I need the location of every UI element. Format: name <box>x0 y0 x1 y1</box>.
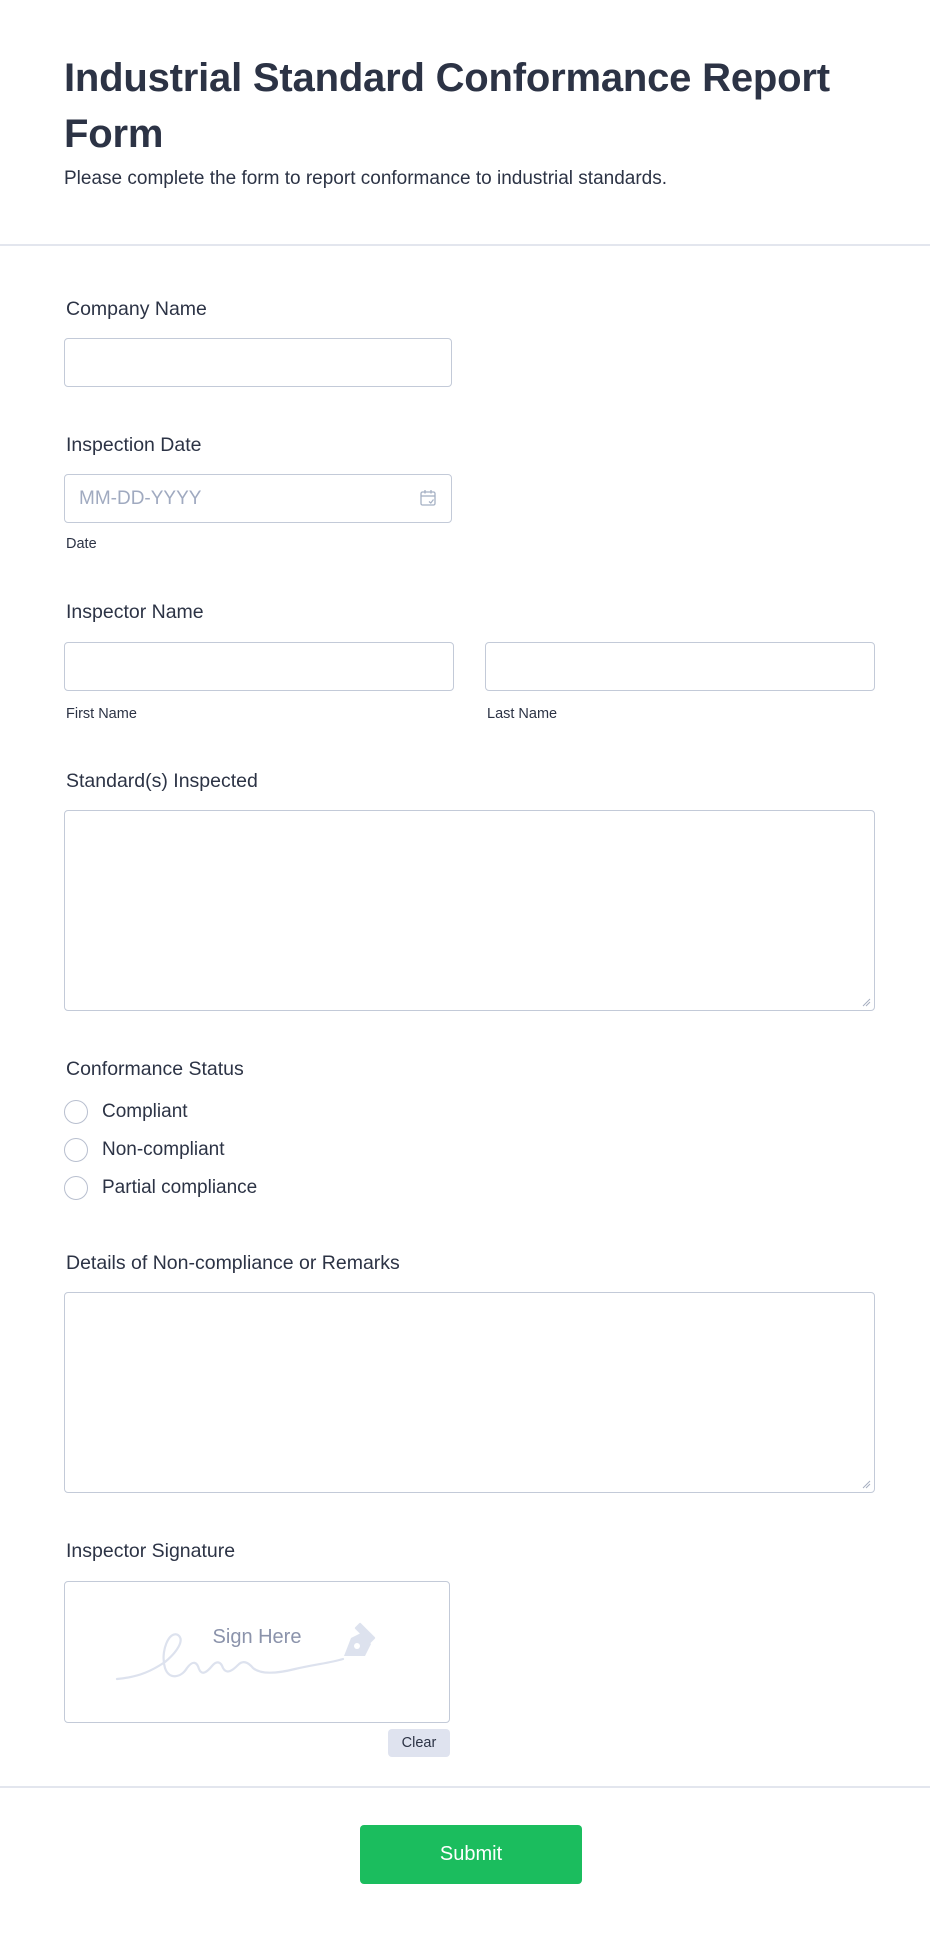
radio-label: Compliant <box>102 1101 188 1122</box>
footer-divider <box>0 1786 930 1788</box>
details-textarea[interactable] <box>64 1292 875 1493</box>
clear-signature-button[interactable]: Clear <box>388 1729 450 1757</box>
signature-pad[interactable] <box>64 1581 450 1723</box>
radio-button[interactable] <box>64 1138 88 1162</box>
standards-inspected-label: Standard(s) Inspected <box>66 770 258 792</box>
signature-scribble-icon <box>65 1582 451 1724</box>
form-header <box>0 0 930 246</box>
radio-label: Non-compliant <box>102 1139 225 1160</box>
inspector-name-label: Inspector Name <box>66 601 204 623</box>
inspection-date-input[interactable] <box>64 474 452 523</box>
resize-grip-icon[interactable] <box>861 997 871 1007</box>
signature-label: Inspector Signature <box>66 1540 236 1562</box>
radio-label: Partial compliance <box>102 1177 258 1198</box>
first-name-input[interactable] <box>64 642 454 691</box>
first-name-sublabel: First Name <box>66 706 137 722</box>
inspection-date-sublabel: Date <box>66 536 97 552</box>
form-title: Industrial Standard Conformance Report Form <box>64 56 830 156</box>
sign-here-placeholder: Sign Here <box>212 1626 302 1648</box>
radio-option-non-compliant[interactable] <box>64 1136 225 1164</box>
radio-option-partial-compliance[interactable] <box>64 1174 257 1202</box>
form-subtitle: Please complete the form to report conformance to industrial standards. <box>64 168 668 189</box>
inspection-date-label: Inspection Date <box>66 434 202 456</box>
resize-grip-icon[interactable] <box>861 1479 871 1489</box>
last-name-input[interactable] <box>485 642 875 691</box>
conformance-status-label: Conformance Status <box>66 1058 244 1080</box>
radio-button[interactable] <box>64 1176 88 1200</box>
company-name-label: Company Name <box>66 298 207 320</box>
radio-button[interactable] <box>64 1100 88 1124</box>
details-label: Details of Non-compliance or Remarks <box>66 1252 400 1274</box>
last-name-sublabel: Last Name <box>487 706 558 722</box>
radio-option-compliant[interactable] <box>64 1098 188 1126</box>
submit-button[interactable]: Submit <box>360 1825 582 1884</box>
standards-inspected-textarea[interactable] <box>64 810 875 1011</box>
company-name-input[interactable] <box>64 338 452 387</box>
calendar-icon[interactable] <box>420 489 436 506</box>
